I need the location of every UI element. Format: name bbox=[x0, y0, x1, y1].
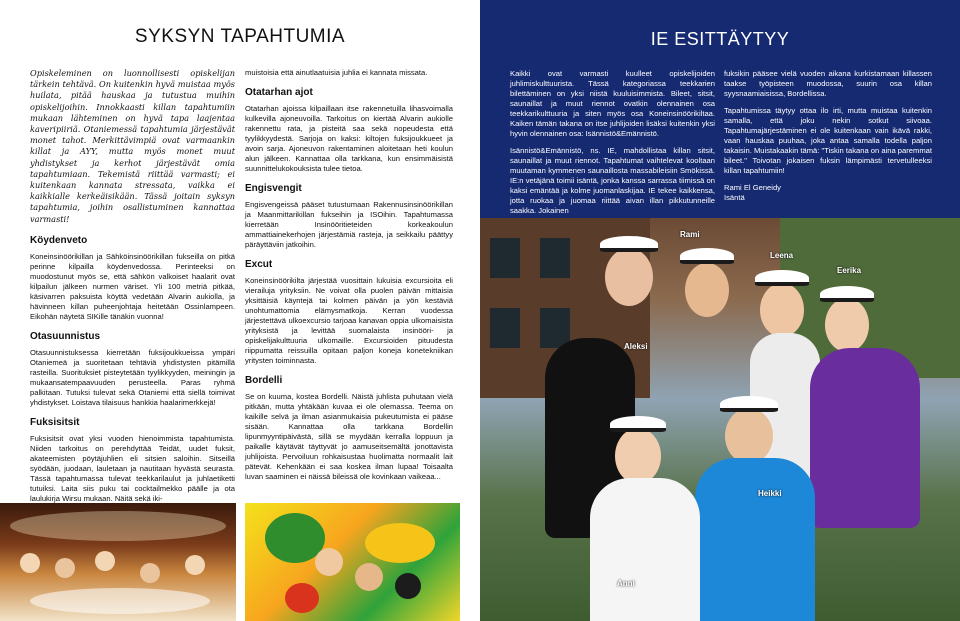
column-lead-text: muistoisia että ainutlaatuisia juhlia ei kannata missata. bbox=[245, 68, 428, 77]
intro-text: Opiskeleminen on luonnollisesti opiskelijan tärkein tehtävä. On kuitenkin hyvä muistaa myös huilata, pitää hauskaa ja tutustua muihin opiskelijoihin. Innokkaasti killan tapahtumiin mukaan lähteminen on hyvä tapa laajentaa kaveripiiriä. Otaniemessä tapahtumia järjestävät monet tahot. Merkittävimpiä ovat varmaankin killat ja AYY, mutta myös monet muut yhdistykset ja kerhot järjestävät omia tapahtumiaan. Tekemistä riittää varmasti; ei kuitenkaan kannata stressata, vaikka ei kaikkialle kerkeäisikään. Tässä joitain syksyn tapahtumia, joihin osallistuminen kannattaa varmasti! bbox=[30, 68, 235, 224]
paragraph: Tapahtumissa täytyy ottaa ilo irti, mutta muistaa kuitenkin samalla, että joku nekin sotkut siivoaa. Tapahtumajärjestäminen ei ole kuitenkaan vain ikävä rakki, vaan hauskaa puuhaa, joka antaa samalla todella paljon takaisin. Muistakaakin tämä: "Tiskin takana on aina paremmat bileet." Toivotan jokaisen fuksin lämpimästi tervetulleeksi killan tapahtumiin! bbox=[724, 106, 932, 175]
right-column-2 bbox=[724, 69, 932, 210]
name-label-aleksi: Aleksi bbox=[624, 342, 648, 351]
right-page-title: IE ESITTÄYTYY bbox=[650, 29, 790, 49]
name-label-leena: Leena bbox=[770, 251, 794, 260]
right-column-1 bbox=[510, 69, 715, 223]
left-column-1 bbox=[30, 68, 235, 508]
signature: Rami El Geneidy Isäntä bbox=[724, 183, 781, 202]
left-column-2 bbox=[245, 68, 453, 486]
paragraph: Isännistö&Emännistö, ns. IE, mahdollistaa killan sitsit, saunaillat ja muut riennot. Tapahtumat vaihtelevat kooltaan muutaman kymmenen saunaillosta massabileisiin Smökissä. IE:n vetäjänä toimii isäntä, jonka kanssa sarrassa tiimissä on kaksi emäntää ja kolme juomanlaskijaa. IE tekee kaikkensa, jotta ruokaa ja juomaa riittää aivan illan pikkutunneille saakka. Jokainen bbox=[510, 146, 715, 215]
dinner-party-photo bbox=[0, 503, 236, 621]
section-text: Engisvengeissä pääset tutustumaan Rakennusinsinöörikillan ja Maanmittarikillan fukseihin ja ISOihin. Tapahtumassa kierretään Insinööritieteiden korkeakoulun ammattiainekerhojen järjestämiä rasteja, ja seikkailu päättyy päräyttäviin jatkoihin. bbox=[245, 200, 453, 249]
section-heading: Excut bbox=[245, 259, 273, 270]
section-text: Koneinsinöörikillan ja Sähköinsinöörikillan fukseilla on pitkä perinne kilpailla köydenvedossa. Perinteeksi on muodostunut myös se, että sähkön valkoiset haalarit ovat kilpailun jälkeen nurmen väriset. Yli 100 metriä pitkää, käsivarren paksuista köyttä vedetään Alvarin aukiolla, ja hävinneen killan puheenjohtaja heitetään Ossinlampeen. Eikohän näytetä SIKille tänäkin vuonna! bbox=[30, 251, 235, 321]
name-label-eerika: Eerika bbox=[837, 266, 862, 275]
bouncy-castle-photo bbox=[245, 503, 460, 621]
section-heading: Bordelli bbox=[245, 375, 283, 386]
name-label-heikki: Heikki bbox=[758, 489, 782, 498]
section-text: Fuksisitsit ovat yksi vuoden hienoimmista tapahtumista. Niiden tarkoitus on perehdyttää Teidät, uudet fuksit, akateemisten pöytäjuhlien eli sitsien saloihin. Sitseillä syödään, juodaan, lauletaan ja nautitaan hyvästä seurasta. Tässä tapahtumassa tulevat teekkarilaulut ja juhlaetiketti tutuiksi. Laita siis puku tai cocktailmekko päälle ja ota laulukirja Wirsu mukaan. Näitä sekä iki- bbox=[30, 433, 235, 503]
section-heading: Otatarhan ajot bbox=[245, 87, 313, 98]
left-page-title: SYKSYN TAPAHTUMIA bbox=[134, 26, 346, 47]
section-heading: Otasuunnistus bbox=[30, 330, 101, 342]
section-text: Otasuunnistuksessa kierretään fuksijoukkueissa ympäri Otaniemeä ja suoritetaan tehtäviä yhdistysten pitämillä rasteilla. Suorituksiet pisteytetään tyylikkyyden, meiningin ja mukaansatempaavuuden perusteella. Paras ryhmä palkitaan. Tutuksi tulevat sekä Otaniemi että siellä toimivat yhdistykset. Loistava tilaisuus hankkia haalarimerkkejä! bbox=[30, 347, 235, 407]
section-heading: Fuksisitsit bbox=[30, 416, 80, 428]
section-heading: Köydenveto bbox=[30, 234, 88, 246]
right-page bbox=[480, 0, 960, 621]
section-text: Se on kuuma, kostea Bordelli. Näistä juhlista puhutaan vielä pitkään, mutta yhtäkään kuvaa ei ole olemassa. Teema on kaikille selvä ja ilman asianmukaisia pukeutumista ei pääse sisään. Kannattaa olla tarkkana Bordellin lipunmyyntipäivästä, sillä se myydään kerralla loppuun ja paikalle käytävät täyttyvät jo aamuseitsemältä jonottavista juhlijoista. Pervoiluun rohkaisustaa huolimatta normaalit lait pätevät. Kehenkään ei saa koskea ilman lupaa! Toisaalta luvan saaminen ei näissä bileissä ole kovinkaan vaikeaa... bbox=[245, 392, 453, 481]
group-photo bbox=[480, 218, 960, 621]
section-text: Koneinsinöörikilta järjestää vuosittain lukuisia excursioita eli vierailuja yrityksiin. Ne voivat olla puolen päivän mittaisia yksittäisiä käyntejä tai kolmen päivän ja yön kestäviä unohtumattomia elämysmatkoja. Kerran vuodessa järjestettävä ulkoexcursio tarjoaa kanavan oppia ulkomaisista yrityksistä ja levittää suomalaista insinööri- ja opiskelijakulttuuria ulkomaille. Excursioiden pituudesta riippumatta reissuilla opitaan paljon koneja konetekniikan yritysten toiminnasta. bbox=[245, 276, 453, 365]
name-label-rami: Rami bbox=[680, 230, 700, 239]
paragraph: Kaikki ovat varmasti kuulleet opiskelijoiden juhlimiskulttuurista. Tässä kategoriassa teekkarien bilettäminen on yksi niistä kuuluisimmista. Bileet, sitsit, saunaillat ja muut riennot ovatkin olennainen osa teekkarikulttuuria ja siten myös osa Koneinsinöörikiltaa. Kaiken tämän takana on itse juhlijoiden lisäksi kuitenkin yksi hyvin olennainen osa: Isännistö&Emännistö. bbox=[510, 69, 715, 138]
section-text: Otatarhan ajoissa kilpaillaan itse rakennetuilla lihasvoimalla kulkevilla ajoneuvoilla. Tarkoitus on kiertää Alvarin aukiolle rakennettu rata, ja pisteitä saa sekä nopeudesta että tyylikkyydestä. Sarjoja on kaksi: kiltojen fuksijoukkueet ja avoin sarja. Ajoneuvon rakentaminen aloitetaan heti koulun alun jälkeen. Kannattaa olla tarkkana, kun ensimmäisistä suunnittelukokouksista tulee tietoa. bbox=[245, 104, 453, 173]
paragraph: fuksikin pääsee vielä vuoden aikana kurkistamaan killassen taakse työpisteen muodossa, suurin osa killan syysnaamiaisissa, Bordellissa. bbox=[724, 69, 932, 98]
name-label-anni: Anni bbox=[617, 579, 635, 588]
section-heading: Engisvengit bbox=[245, 183, 302, 194]
